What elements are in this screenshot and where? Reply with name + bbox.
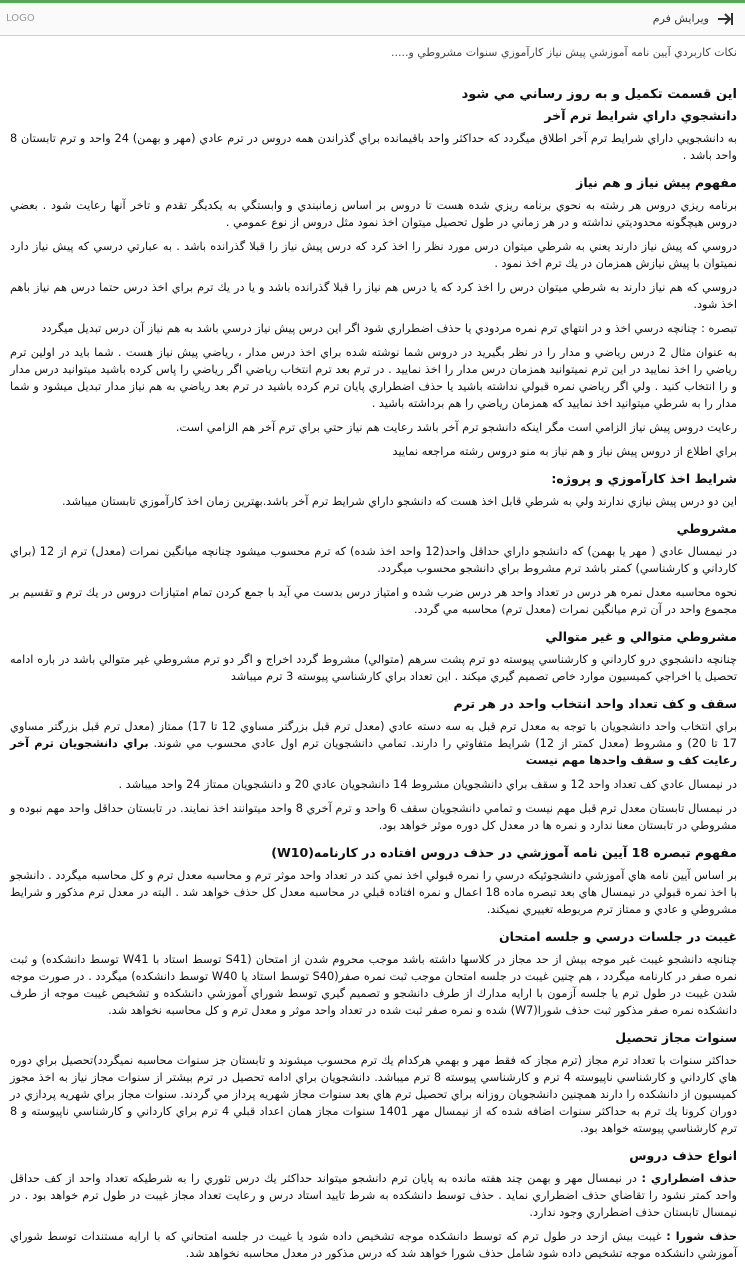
- paragraph-text: غيبت بيش ازحد در طول ترم كه توسط دانشكده موجه تشخيص داده شود يا غيبت در جلسه امتحاني كه با ارايه مستندات توسط شوراي آموزشي دانشكده موجه تشخيص داده شود شامل حذف شورا خواهد شد كه درس مذكور در معدل محاسبه نخواهد شد.: [10, 1230, 737, 1260]
- heading-consecutive-probation: مشروطي متوالي و غير متوالي: [545, 629, 737, 644]
- back-arrow-icon[interactable]: [715, 9, 735, 29]
- document-title: اين قسمت تكميل و به روز رساني مي شود: [461, 87, 737, 102]
- paragraph: [10, 718, 737, 769]
- heading-unit-limits: سقف و كف تعداد واحد انتخاب واحد در هر ترم: [453, 696, 737, 711]
- paragraph: در نيمسال عادي ( مهر يا بهمن) كه دانشجو داراي حداقل واحد(12 واحد اخذ شده) كه ترم محسوب ميشود چنانچه ميانگين نمرات (معدل) ترم از 12 (براي كارداني و كارشناسي) كمتر باشد ترم مشروط براي دانشجو محسوب ميگردد.: [10, 545, 737, 575]
- paragraph: تبصره : چنانچه درسي اخذ و در انتهاي ترم نمره مردودي يا حذف اضطراري شود اگر اين درس پيش نياز درسي باشد به هم نياز آن درس تبديل ميگردد: [41, 322, 737, 335]
- heading-allowed-terms: سنوات مجاز تحصيل: [615, 1030, 737, 1045]
- heading-probation: مشروطي: [676, 521, 737, 536]
- heading-last-term: دانشجوي داراي شرايط ترم آخر: [544, 108, 737, 123]
- paragraph: دروسي كه هم نياز دارند به شرطي ميتوان درس را اخذ كرد كه يا درس هم نياز را قبلا گذرانده باشد و يا در يك ترم براي اخذ درس حتما درس هم نياز باهم اخذ شود.: [10, 281, 737, 311]
- paragraph: در نيمسال عادي كف تعداد واحد 12 و سقف براي دانشجويان مشروط 14 دانشجويان عادي 20 و دانشجويان ممتاز 24 واحد ميباشد .: [118, 778, 737, 791]
- paragraph: در نيمسال تابستان معدل ترم قبل مهم نيست و تمامي دانشجويان سقف 6 واحد و ترم آخري 8 واحد ميتوانند اخذ نمايند. در تابستان حداقل واحد مهم نبوده و مشروطي در تابستان معنا ندارد و نمره ها در معدل كل دوره موثر خواهد بود.: [10, 802, 737, 832]
- paragraph: نحوه محاسبه معدل نمره هر درس در تعداد واحد هر درس ضرب شده و امتياز درس بدست مي آيد با جمع كردن تمام امتيازات دروس در يك ترم و تقسيم بر مجموع واحد در آن ترم ميانگين نمرات (معدل ترم) محاسبه مي گردد.: [10, 586, 737, 616]
- page-title: ويرايش فرم: [652, 12, 709, 25]
- paragraph: حداكثر سنوات با تعداد ترم مجاز (ترم مجاز كه فقط مهر و بهمي هركدام يك ترم محسوب ميشوند و تابستان جز سنوات محاسبه نميگردد)تحصيل براي دوره هاي كارداني و كارشناسي ناپيوسته 4 ترم و كارشناسي پيوسته 8 ترم ميباشد. دانشجويان براي ادامه تحصيل در ترم بيشتر از سنوات مجاز نياز به اخذ مجوز كميسيون از دانشكده را دارند همچنين دانشجويان روزانه براي تحصيل ترم هاي بعد سنوات مجاز شهريه پرداز مي گردند. سنوات مجاز براي شهريه پردازي در دوران كرونا يك ترم به حداكثر سنوات اضافه شده كه از نيمسال مهر 1401 سنوات مجاز همان اعداد قبلي 4 ترم براي كارداني و كارشناسي ناپيوسته و 8 ترم كارشناسي پيوسته خواهد بود.: [10, 1054, 737, 1135]
- paragraph: به دانشجويي داراي شرايط ترم آخر اطلاق ميگردد كه حداكثر واحد باقيمانده براي گذراندن همه دروس در ترم عادي (مهر و بهمن) 24 واحد و ترم تابستان 8 واحد باشد .: [10, 132, 737, 162]
- paragraph-bold-note: براي دانشجويان ترم آخر رعايت كف و سقف واحدها مهم نيست: [10, 737, 737, 767]
- paragraph: بر اساس آيين نامه هاي آموزشي دانشجوئيكه درسي را نمره قبولي اخذ نمي كند در تعداد واحد موثر ترم و محاسبه معدل ترم و كل محاسبه ميگردد . دانشجو با اخذ نمره قبولي در نيمسال هاي بعد تبصره ماده 18 اعمال و نمره افتاده قبلي در محاسبه معدل كل حذف خواهد شد . البته در معدل ترم مذكور و شرايط مشروطي و عادي و ممتاز ترم مربوطه تغييري نميكند.: [10, 869, 737, 916]
- paragraph-text: براي انتخاب واحد دانشجويان با توجه به معدل ترم قبل به سه دسته عادي (معدل ترم قبل بزرگتر مساوي 12 تا 17) ممتاز (معدل ترم قبل بزرگتر مساوي 17 تا 20) و مشروط (معدل كمتر از 12) شرايط متفاوتي را دارند. تمامي دانشجويان ترم اول عادي محسوب مي شوند.: [10, 720, 737, 750]
- heading-absence: غيبت در جلسات درسي و جلسه امتحان: [498, 929, 737, 944]
- top-bar: [0, 0, 745, 36]
- paragraph: [10, 1228, 737, 1262]
- heading-internship: شرايط اخذ كارآموزي و پروژه:: [551, 471, 737, 486]
- paragraph: دروسي كه پيش نياز دارند يعني به شرطي ميتوان درس مورد نظر را اخذ كرد كه درس پيش نياز را قبلا گذرانده باشد . به عبارتي درسي كه پيش نياز دارد نميتوان با پيش نيازش همزمان در يك ترم اخذ نمود .: [10, 240, 737, 270]
- paragraph-label: حذف اضطراري :: [641, 1172, 737, 1185]
- paragraph: برنامه ريزي دروس هر رشته به نحوي برنامه ريزي شده هست تا دروس بر اساس زمانبندي و وابستگي به يكديگر تقدم و تاخر آنها رعايت شود . بعضي دروس هيچگونه محدوديتي نداشته و در هر زماني در طول تحصيل ميتوان اخذ نمود مثل دروس از نوع عمومي .: [10, 199, 737, 229]
- heading-note-18: مفهوم تبصره 18 آيين نامه آموزشي در حذف دروس افتاده در كارنامه(W10): [271, 845, 737, 860]
- document-body: [0, 86, 745, 1262]
- heading-prerequisite: مفهوم پيش نياز و هم نياز: [576, 175, 737, 190]
- paragraph: رعايت دروس پيش نياز الزامي است مگر اينكه دانشجو ترم آخر باشد رعايت هم نياز حتي براي ترم آخر هم الزامي است.: [175, 421, 737, 434]
- paragraph: [10, 1170, 737, 1221]
- paragraph: به عنوان مثال 2 درس رياضي و مدار را در نظر بگيريد در دروس شما نوشته شده براي اخذ درس مدار ، رياضي پيش نياز هست . شما بايد در اولين ترم رياضي را اخذ نماييد در اين ترم نميتوانيد همزمان درس مدار را اخذ نماييد . در ترم بعد ترم انتخاب رياضي اگر رياضي را پاس كرده باشيد ميتوانيد درس مدار و را انتخاب كنيد . ولي اگر رياضي نمره قبولي نداشته باشيد يا حذف اضطراري پايان ترم كرده باشيد در ترم بعد رياضي به هم نياز مدار تبديل ميشود و شما مدار را به شرطي ميتوانيد اخذ نماييد كه همزمان رياضي را هم برداشته باشيد .: [10, 346, 737, 410]
- app-logo: LOGO: [6, 13, 35, 24]
- paragraph: چنانچه دانشجو غيبت غير موجه بيش از حد مجاز در كلاسها داشته باشد موجب محروم شدن از امتحان (S41 توسط استاد با W41 توسط دانشكده) و ثبت نمره صفر در كارنامه ميگردد ، هم چنين غيبت در جلسه امتحان موجب ثبت نمره صفر(S40 توسط استاد يا W40 توسط دانشكده) ميگردد . در صورت موجه شدن غيبت در طول ترم يا جلسه آزمون با ارايه مدارك از طرف دانشجو و تصميم گيري توسط شوراي آموزشي دانشكده و تشخيص غيبت موجه از طرف دانشكده نمره صفر مذكور ثبت حذف شورا(W7) شده و نمره صفر ثبت شده در تعداد واحد موثر و معدل ترم و كل محاسبه نخواهد شد.: [10, 953, 737, 1017]
- paragraph: چنانچه دانشجوي درو كارداني و كارشناسي پيوسته دو ترم پشت سرهم (متوالي) مشروط گردد اخراج و اگر دو ترم مشروطي غير متوالي باشد در باره ادامه تحصيل يا اخراجي كميسيون موارد خاص تصميم گيري ميكند . اين تعداد براي كارشناسي پيوسته 3 ترم ميباشد: [10, 653, 737, 683]
- paragraph: براي اطلاع از دروس پيش نياز و هم نياز به منو دروس رشته مراجعه نماييد: [392, 445, 737, 458]
- paragraph-label: حذف شورا :: [666, 1230, 737, 1243]
- heading-course-drop-types: انواع حذف دروس: [629, 1148, 737, 1163]
- paragraph-text: در نيمسال مهر و بهمن چند هفته مانده به پايان ترم دانشجو ميتواند حداكثر يك درس تئوري را به شرطيكه تعداد واحد از كف حداقل واحد كمتر نشود را تقاضاي حذف اضطراري نمايد . حذف توسط دانشكده به شرط تاييد استاد درس و رعايت تعداد مجاز غيبت در طول ترم خواهد بود . در نيمسال تابستان حذف اضطراري وجود ندارد.: [10, 1172, 737, 1219]
- paragraph: اين دو درس پيش نيازي ندارند ولي به شرطي قابل اخذ هست كه دانشجو داراي شرايط ترم آخر باشد.بهترين زمان اخذ كارآموزي تابستان ميباشد.: [61, 495, 737, 508]
- document-subtitle: نكات كاربردي آيين نامه آموزشي پيش نياز كارآموزي سنوات مشروطي و.....: [390, 46, 737, 59]
